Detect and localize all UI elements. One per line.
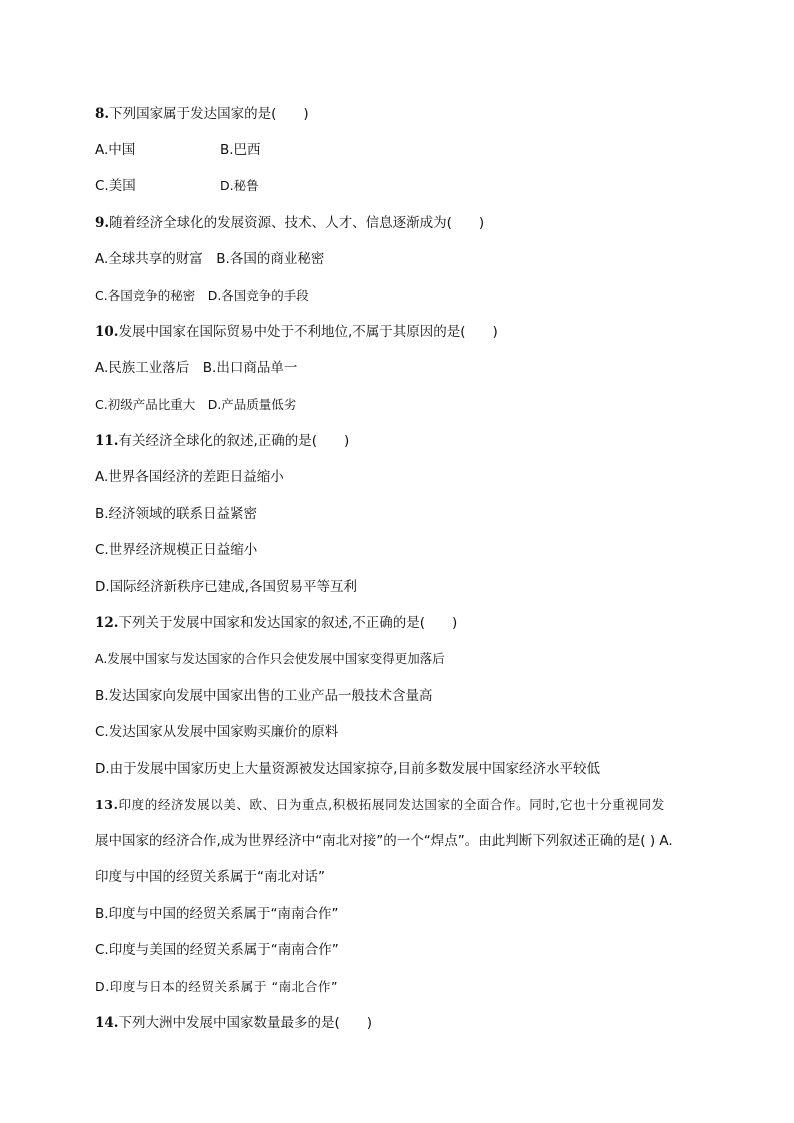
question-number: 10.: [95, 324, 119, 340]
question-9-options-cd: C.各国竞争的秘密 D.各国竞争的手段: [95, 288, 309, 303]
question-11-option-d: D.国际经济新秩序已建成,各国贸易平等互利: [95, 579, 357, 595]
question-text: 下列大洲中发展中国家数量最多的是( ): [118, 1015, 373, 1031]
question-text: 印度的经济发展以美、欧、日为重点,积极拓展同发达国家的全面合作。同时,它也十分重视同发: [118, 797, 665, 812]
question-9-stem: [95, 213, 484, 233]
question-8-option-d: D.秘鲁: [220, 178, 259, 193]
question-13-stem-line-2: 展中国家的经济合作,成为世界经济中“南北对接”的一个“焊点”。由此判断下列叙述正确的是( ) A.: [95, 833, 673, 849]
question-13-option-d: D.印度与日本的经贸关系属于 “南北合作”: [95, 979, 339, 994]
question-number: 14.: [95, 1015, 119, 1031]
question-13-option-b: B.印度与中国的经贸关系属于“南南合作”: [95, 906, 339, 922]
question-13-option-a: 印度与中国的经贸关系属于“南北对话”: [95, 869, 325, 885]
question-10-options-cd: C.初级产品比重大 D.产品质量低劣: [95, 397, 297, 412]
question-text: 下列国家属于发达国家的是( ): [109, 106, 309, 122]
question-12-option-d: D.由于发展中国家历史上大量资源被发达国家掠夺,目前多数发展中国家经济水平较低: [95, 761, 600, 777]
question-11-option-a: A.世界各国经济的差距日益缩小: [95, 469, 284, 485]
question-12-option-a: A.发展中国家与发达国家的合作只会使发展中国家变得更加落后: [95, 651, 445, 666]
question-number: 8.: [95, 106, 110, 122]
question-8-option-c: C.美国: [95, 178, 136, 194]
question-text: 有关经济全球化的叙述,正确的是( ): [118, 433, 350, 449]
question-text: 发展中国家在国际贸易中处于不利地位,不属于其原因的是( ): [118, 324, 498, 340]
question-text: 下列关于发展中国家和发达国家的叙述,不正确的是( ): [118, 615, 458, 631]
question-13-stem-line-1: [95, 795, 665, 815]
question-number: 13.: [95, 797, 119, 812]
question-12-stem: [95, 613, 457, 633]
question-11-stem: [95, 431, 349, 451]
question-11-option-b: B.经济领域的联系日益紧密: [95, 506, 258, 522]
question-12-option-b: B.发达国家向发展中国家出售的工业产品一般技术含量高: [95, 688, 433, 704]
question-number: 12.: [95, 615, 119, 631]
question-10-stem: [95, 322, 498, 342]
question-8-option-a: A.中国: [95, 142, 136, 158]
question-9-options-ab: A.全球共享的财富 B.各国的商业秘密: [95, 251, 325, 267]
question-12-option-c: C.发达国家从发展中国家购买廉价的原料: [95, 724, 339, 740]
question-13-option-c: C.印度与美国的经贸关系属于“南南合作”: [95, 942, 339, 958]
question-number: 9.: [95, 215, 110, 231]
question-8-stem: [95, 104, 309, 124]
question-number: 11.: [95, 433, 119, 449]
question-10-options-ab: A.民族工业落后 B.出口商品单一: [95, 360, 298, 376]
question-text: 随着经济全球化的发展资源、技术、人才、信息逐渐成为( ): [109, 215, 485, 231]
question-8-option-b: B.巴西: [220, 142, 261, 158]
question-11-option-c: C.世界经济规模正日益缩小: [95, 542, 258, 558]
question-14-stem: [95, 1013, 372, 1033]
